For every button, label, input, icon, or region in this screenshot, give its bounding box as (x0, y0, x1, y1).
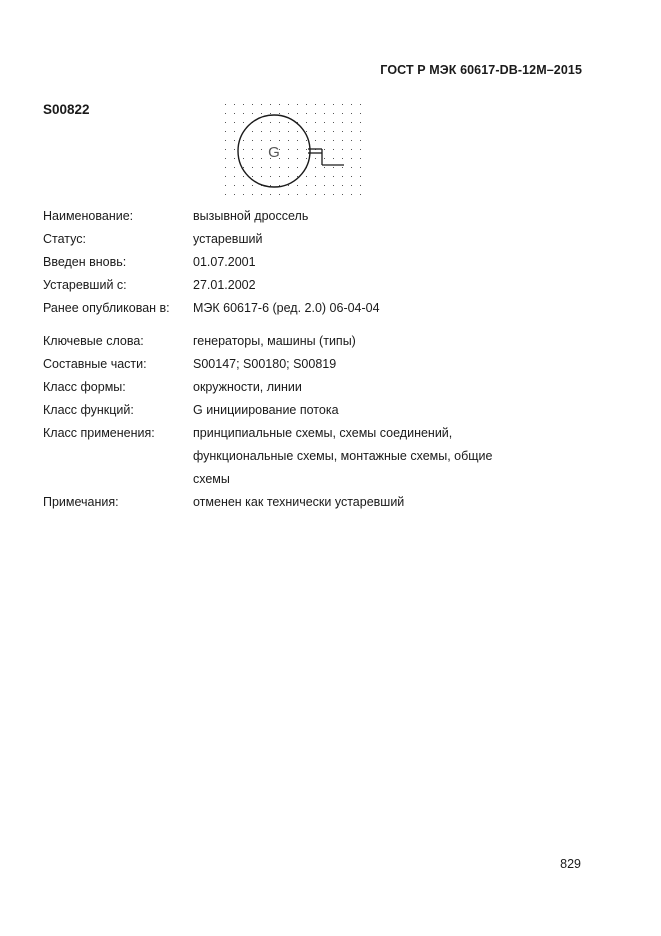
property-label: Наименование: (43, 209, 134, 223)
property-value: 01.07.2001 (193, 255, 256, 269)
grid-dot (270, 113, 271, 114)
grid-dot (261, 140, 262, 141)
property-label: Класс применения: (43, 426, 155, 440)
grid-dot (351, 167, 352, 168)
grid-dot (324, 149, 325, 150)
property-value: S00147; S00180; S00819 (193, 357, 337, 371)
grid-dot (288, 149, 289, 150)
grid-dot (315, 113, 316, 114)
grid-dot (225, 104, 226, 105)
property-value: генераторы, машины (типы) (193, 334, 356, 348)
grid-dot (288, 158, 289, 159)
property-value: 27.01.2002 (193, 278, 256, 292)
property-label: Устаревший с: (43, 278, 127, 292)
grid-dot (324, 167, 325, 168)
grid-dot (261, 176, 262, 177)
property-value: вызывной дроссель (193, 209, 309, 223)
grid-dot (252, 140, 253, 141)
property-value: окружности, линии (193, 380, 302, 394)
grid-dot (333, 113, 334, 114)
grid-dot (261, 113, 262, 114)
grid-dot (225, 149, 226, 150)
grid-dot (279, 176, 280, 177)
grid-dot (324, 158, 325, 159)
grid-dot (324, 131, 325, 132)
grid-dot (225, 176, 226, 177)
property-row (43, 297, 583, 320)
grid-dot (270, 194, 271, 195)
symbol-code: S00822 (43, 102, 90, 117)
grid-dot (234, 176, 235, 177)
property-row (43, 228, 583, 251)
grid-dot (360, 185, 361, 186)
grid-dot (288, 194, 289, 195)
grid-dot (306, 185, 307, 186)
grid-dot (306, 122, 307, 123)
grid-dot (252, 113, 253, 114)
grid-dot (333, 131, 334, 132)
grid-dot (333, 122, 334, 123)
grid-dot (261, 104, 262, 105)
property-row (43, 353, 583, 376)
grid-dot (351, 104, 352, 105)
property-row (43, 330, 583, 353)
grid-dot (351, 140, 352, 141)
grid-dot (333, 104, 334, 105)
grid-dot (306, 176, 307, 177)
grid-dot (324, 185, 325, 186)
grid-dot (261, 167, 262, 168)
grid-dot (315, 185, 316, 186)
property-label: Составные части: (43, 357, 147, 371)
grid-dot (333, 158, 334, 159)
grid-dot (297, 149, 298, 150)
grid-dot (225, 140, 226, 141)
grid-dot (243, 140, 244, 141)
grid-dot (288, 104, 289, 105)
property-list (43, 205, 583, 514)
grid-dot (333, 194, 334, 195)
grid-dot (306, 194, 307, 195)
grid-dot (315, 122, 316, 123)
grid-dot (288, 113, 289, 114)
grid-dot (234, 122, 235, 123)
grid-dot (351, 194, 352, 195)
property-row (43, 422, 583, 491)
grid-dot (288, 122, 289, 123)
grid-dot (297, 140, 298, 141)
grid-dot (252, 158, 253, 159)
property-label: Класс функций: (43, 403, 134, 417)
grid-dot (306, 113, 307, 114)
grid-dot (360, 158, 361, 159)
grid-dot (360, 104, 361, 105)
grid-dot (243, 176, 244, 177)
grid-dot (342, 104, 343, 105)
grid-dot (351, 185, 352, 186)
grid-dot (252, 194, 253, 195)
grid-dot (306, 104, 307, 105)
grid-dot (243, 104, 244, 105)
grid-dot (351, 113, 352, 114)
grid-dot (333, 167, 334, 168)
grid-dot (225, 167, 226, 168)
grid-dot (225, 113, 226, 114)
grid-dot (234, 104, 235, 105)
grid-dot (315, 167, 316, 168)
grid-dot (288, 131, 289, 132)
generator-letter: G (268, 144, 280, 161)
grid-dot (324, 113, 325, 114)
grid-dot (252, 149, 253, 150)
grid-dot (315, 176, 316, 177)
grid-dot (252, 104, 253, 105)
grid-dot (315, 104, 316, 105)
grid-dot (297, 194, 298, 195)
grid-dot (279, 194, 280, 195)
grid-dot (234, 149, 235, 150)
grid-dot (270, 185, 271, 186)
property-value: устаревший (193, 232, 263, 246)
grid-dot (279, 131, 280, 132)
grid-dot (279, 140, 280, 141)
grid-dot (333, 149, 334, 150)
grid-dot (279, 104, 280, 105)
property-row (43, 274, 583, 297)
page-number: 829 (560, 857, 581, 871)
property-row (43, 251, 583, 274)
grid-dot (261, 158, 262, 159)
grid-dot (234, 158, 235, 159)
grid-dot (252, 185, 253, 186)
grid-dot (351, 149, 352, 150)
grid-dot (279, 113, 280, 114)
grid-dot (234, 185, 235, 186)
property-value: МЭК 60617-6 (ред. 2.0) 06-04-04 (193, 301, 380, 315)
grid-dot (306, 140, 307, 141)
grid-dot (315, 194, 316, 195)
grid-dot (360, 122, 361, 123)
grid-dot (360, 176, 361, 177)
grid-dot (351, 176, 352, 177)
grid-dot (234, 113, 235, 114)
grid-dot (270, 176, 271, 177)
grid-dot (243, 158, 244, 159)
grid-dot (360, 140, 361, 141)
grid-dot (279, 167, 280, 168)
grid-dot (342, 131, 343, 132)
grid-dot (342, 149, 343, 150)
grid-dot (324, 122, 325, 123)
grid-dot (360, 113, 361, 114)
grid-dot (243, 149, 244, 150)
grid-dot (306, 131, 307, 132)
property-row (43, 491, 583, 514)
grid-dot (261, 122, 262, 123)
grid-dot (324, 194, 325, 195)
grid-dot (234, 140, 235, 141)
grid-dot (243, 185, 244, 186)
grid-dot (342, 167, 343, 168)
grid-dot (306, 149, 307, 150)
grid-dot (270, 167, 271, 168)
grid-dot (243, 122, 244, 123)
grid-dot (324, 104, 325, 105)
grid-dot (324, 176, 325, 177)
property-row (43, 399, 583, 422)
property-label: Класс формы: (43, 380, 126, 394)
grid-dot (225, 194, 226, 195)
grid-dot (297, 131, 298, 132)
property-label: Примечания: (43, 495, 119, 509)
grid-dot (288, 140, 289, 141)
grid-dot (315, 140, 316, 141)
grid-dot (315, 158, 316, 159)
property-value: G инициирование потока (193, 403, 339, 417)
grid-dot (270, 122, 271, 123)
grid-dot (297, 167, 298, 168)
grid-dot (360, 149, 361, 150)
grid-dot (225, 185, 226, 186)
grid-dot (288, 167, 289, 168)
grid-dot (333, 185, 334, 186)
grid-dot (297, 158, 298, 159)
grid-dot (324, 140, 325, 141)
grid-dot (360, 131, 361, 132)
symbol-graphic (222, 101, 362, 201)
grid-dot (342, 140, 343, 141)
grid-dot (279, 122, 280, 123)
grid-dot (270, 131, 271, 132)
grid-dot (297, 185, 298, 186)
grid-dot (261, 194, 262, 195)
grid-dot (360, 167, 361, 168)
grid-dot (351, 122, 352, 123)
property-row (43, 205, 583, 228)
property-value: принципиальные схемы, схемы соединений, функциональные схемы, монтажные схемы, общие схемы (193, 426, 493, 486)
grid-dot (225, 122, 226, 123)
grid-dot (351, 158, 352, 159)
grid-dot (297, 104, 298, 105)
grid-dot (333, 140, 334, 141)
grid-dot (243, 194, 244, 195)
grid-dot (333, 176, 334, 177)
grid-dot (225, 158, 226, 159)
property-label: Введен вновь: (43, 255, 127, 269)
grid-dot (234, 167, 235, 168)
grid-dot (225, 131, 226, 132)
grid-dot (261, 131, 262, 132)
grid-dot (270, 140, 271, 141)
grid-dot (234, 131, 235, 132)
grid-dot (342, 122, 343, 123)
property-label: Ранее опубликован в: (43, 301, 170, 315)
grid-dot (261, 149, 262, 150)
grid-dot (342, 194, 343, 195)
grid-dot (342, 113, 343, 114)
grid-dot (342, 176, 343, 177)
grid-dot (243, 113, 244, 114)
grid-dot (297, 176, 298, 177)
grid-dot (252, 131, 253, 132)
grid-dot (288, 176, 289, 177)
grid-dot (306, 158, 307, 159)
grid-dot (234, 194, 235, 195)
grid-dot (360, 194, 361, 195)
grid-dot (288, 185, 289, 186)
grid-dot (252, 167, 253, 168)
grid-dot (315, 131, 316, 132)
grid-dot (351, 131, 352, 132)
grid-dot (243, 167, 244, 168)
grid-dot (252, 176, 253, 177)
grid-dot (297, 113, 298, 114)
property-row (43, 376, 583, 399)
grid-dot (342, 158, 343, 159)
standard-designation: ГОСТ Р МЭК 60617-DB-12M–2015 (380, 63, 582, 77)
property-value: отменен как технически устаревший (193, 495, 405, 509)
grid-dot (342, 185, 343, 186)
property-label: Статус: (43, 232, 86, 246)
property-label: Ключевые слова: (43, 334, 144, 348)
grid-dot (270, 104, 271, 105)
